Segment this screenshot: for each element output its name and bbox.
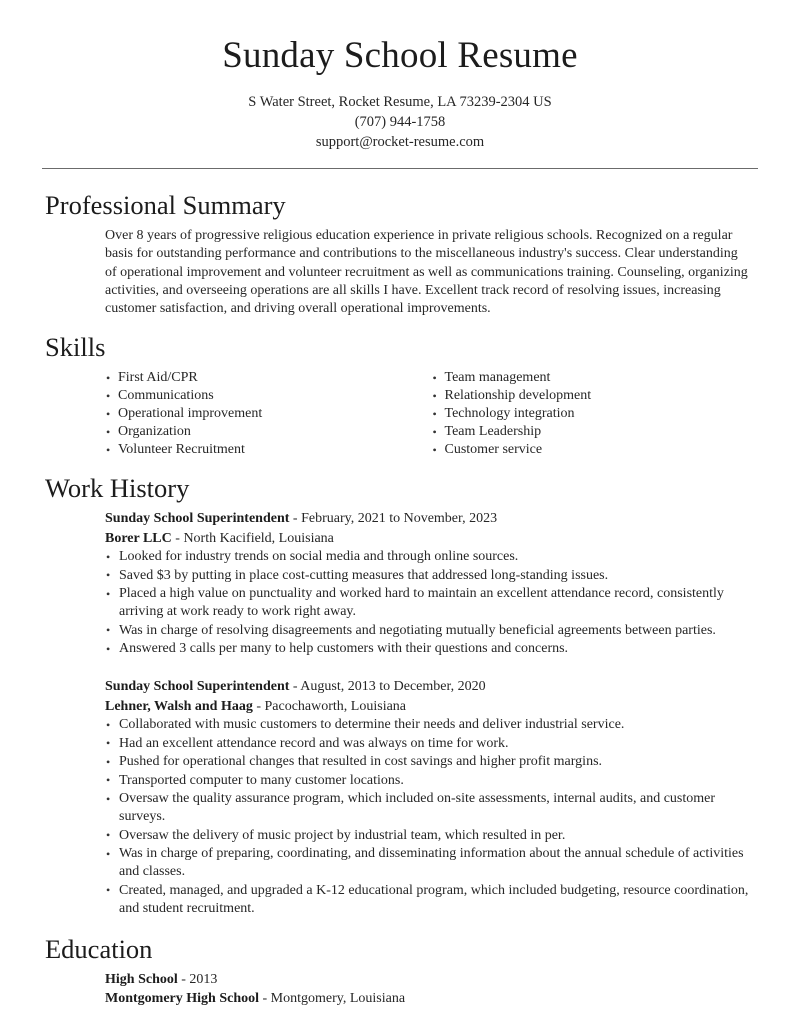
education-degree-line bbox=[105, 970, 758, 990]
contact-email: support@rocket-resume.com bbox=[315, 134, 485, 150]
education-school: Montgomery High School bbox=[105, 991, 259, 1007]
job-title-line bbox=[105, 509, 758, 529]
section-work-history bbox=[0, 473, 800, 918]
education-school-line bbox=[105, 989, 758, 1009]
job-location: Pacochaworth, Louisiana bbox=[264, 698, 407, 714]
list-item: • Saved $3 by putting in place cost-cutting measures that addressed long-standing issues. bbox=[105, 567, 758, 585]
list-item: • Organization bbox=[105, 423, 432, 441]
section-skills bbox=[0, 332, 800, 459]
job-company: Lehner, Walsh and Haag bbox=[105, 698, 253, 714]
summary-body bbox=[45, 227, 758, 318]
section-title-summary: Professional Summary bbox=[45, 190, 286, 220]
job-title-separator: - bbox=[289, 679, 301, 695]
job-company-separator: - bbox=[252, 698, 265, 714]
list-item: • Answered 3 calls per many to help customers with their questions and concerns. bbox=[105, 640, 758, 658]
education-year: 2013 bbox=[189, 971, 218, 987]
list-item: • Placed a high value on punctuality and worked hard to maintain an excellent attendance record, consistently arriving at work ready to work right away. bbox=[105, 585, 758, 621]
education-entry bbox=[105, 970, 758, 1009]
list-item: • Team management bbox=[432, 369, 759, 387]
list-item: • Collaborated with music customers to determine their needs and deliver industrial service. bbox=[105, 716, 758, 734]
list-item: • Volunteer Recruitment bbox=[105, 441, 432, 459]
list-item: • Was in charge of preparing, coordinating, and disseminating information about the annual schedule of activities and classes. bbox=[105, 845, 758, 881]
skills-column-right bbox=[432, 369, 759, 459]
skills-columns bbox=[105, 369, 758, 459]
job-title: Sunday School Superintendent bbox=[105, 679, 290, 695]
work-history-body bbox=[45, 509, 758, 918]
section-title-skills: Skills bbox=[45, 332, 106, 363]
list-item: • Was in charge of resolving disagreements and negotiating mutually beneficial agreements between parties. bbox=[105, 622, 758, 640]
list-item: • Relationship development bbox=[432, 387, 759, 405]
list-item: • Team Leadership bbox=[432, 423, 759, 441]
education-location: Montgomery, Louisiana bbox=[270, 991, 406, 1007]
contact-address: S Water Street, Rocket Resume, LA 73239-2304 US bbox=[248, 94, 552, 110]
job-bullet-list bbox=[105, 716, 758, 918]
section-title-work-history: Work History bbox=[45, 473, 190, 504]
job-title-line bbox=[105, 677, 758, 697]
job-entry bbox=[105, 677, 758, 918]
section-education bbox=[0, 934, 800, 1009]
job-dates: August, 2013 to December, 2020 bbox=[300, 679, 486, 695]
job-entry bbox=[105, 509, 758, 658]
job-company: Borer LLC bbox=[105, 530, 172, 546]
section-title-education: Education bbox=[45, 933, 153, 964]
summary-paragraph: Over 8 years of progressive religious education experience in private religious schools. Recognized on a regular basis for outstanding performance and contributions to the miscellaneous industry's success. Clear understanding of operational improvement and volunteer recruitment as well as communications training. Counseling, organizing activities, and overseeing operations are all skills I have. Excellent track record of resolving issues, increasing customer satisfaction, and driving overall operational improvements. bbox=[105, 228, 748, 317]
job-company-separator: - bbox=[171, 530, 184, 546]
job-company-line bbox=[105, 529, 758, 549]
education-body bbox=[45, 970, 758, 1009]
job-bullet-list bbox=[105, 548, 758, 658]
education-school-separator: - bbox=[259, 991, 271, 1007]
job-company-line bbox=[105, 697, 758, 717]
skills-list-left bbox=[105, 369, 432, 459]
contact-phone: (707) 944-1758 bbox=[354, 114, 446, 130]
section-professional-summary bbox=[0, 190, 800, 318]
education-degree-separator: - bbox=[177, 971, 190, 987]
list-item: • Customer service bbox=[432, 441, 759, 459]
list-item: • Created, managed, and upgraded a K-12 educational program, which included budgeting, resource coordination, and student recruitment. bbox=[105, 882, 758, 918]
list-item: • Looked for industry trends on social media and through online sources. bbox=[105, 548, 758, 566]
job-dates: February, 2021 to November, 2023 bbox=[301, 511, 498, 527]
skills-list-right bbox=[432, 369, 759, 459]
job-title-separator: - bbox=[289, 511, 302, 527]
education-degree: High School bbox=[105, 971, 178, 987]
job-location: North Kacifield, Louisiana bbox=[183, 530, 334, 546]
list-item: • Oversaw the quality assurance program, which included on-site assessments, internal audits, and customer surveys. bbox=[105, 790, 758, 826]
list-item: • Technology integration bbox=[432, 405, 759, 423]
list-item: • Operational improvement bbox=[105, 405, 432, 423]
list-item: • Oversaw the delivery of music project by industrial team, which resulted in per. bbox=[105, 827, 758, 845]
header-divider bbox=[42, 168, 758, 169]
job-title: Sunday School Superintendent bbox=[105, 511, 290, 527]
list-item: • Communications bbox=[105, 387, 432, 405]
list-item: • Transported computer to many customer locations. bbox=[105, 772, 758, 790]
resume-header bbox=[0, 0, 800, 152]
skills-body bbox=[45, 369, 758, 459]
page-title: Sunday School Resume bbox=[222, 35, 578, 76]
list-item: • Had an excellent attendance record and was always on time for work. bbox=[105, 735, 758, 753]
skills-column-left bbox=[105, 369, 432, 459]
list-item: • Pushed for operational changes that resulted in cost savings and higher profit margins. bbox=[105, 753, 758, 771]
list-item: • First Aid/CPR bbox=[105, 369, 432, 387]
